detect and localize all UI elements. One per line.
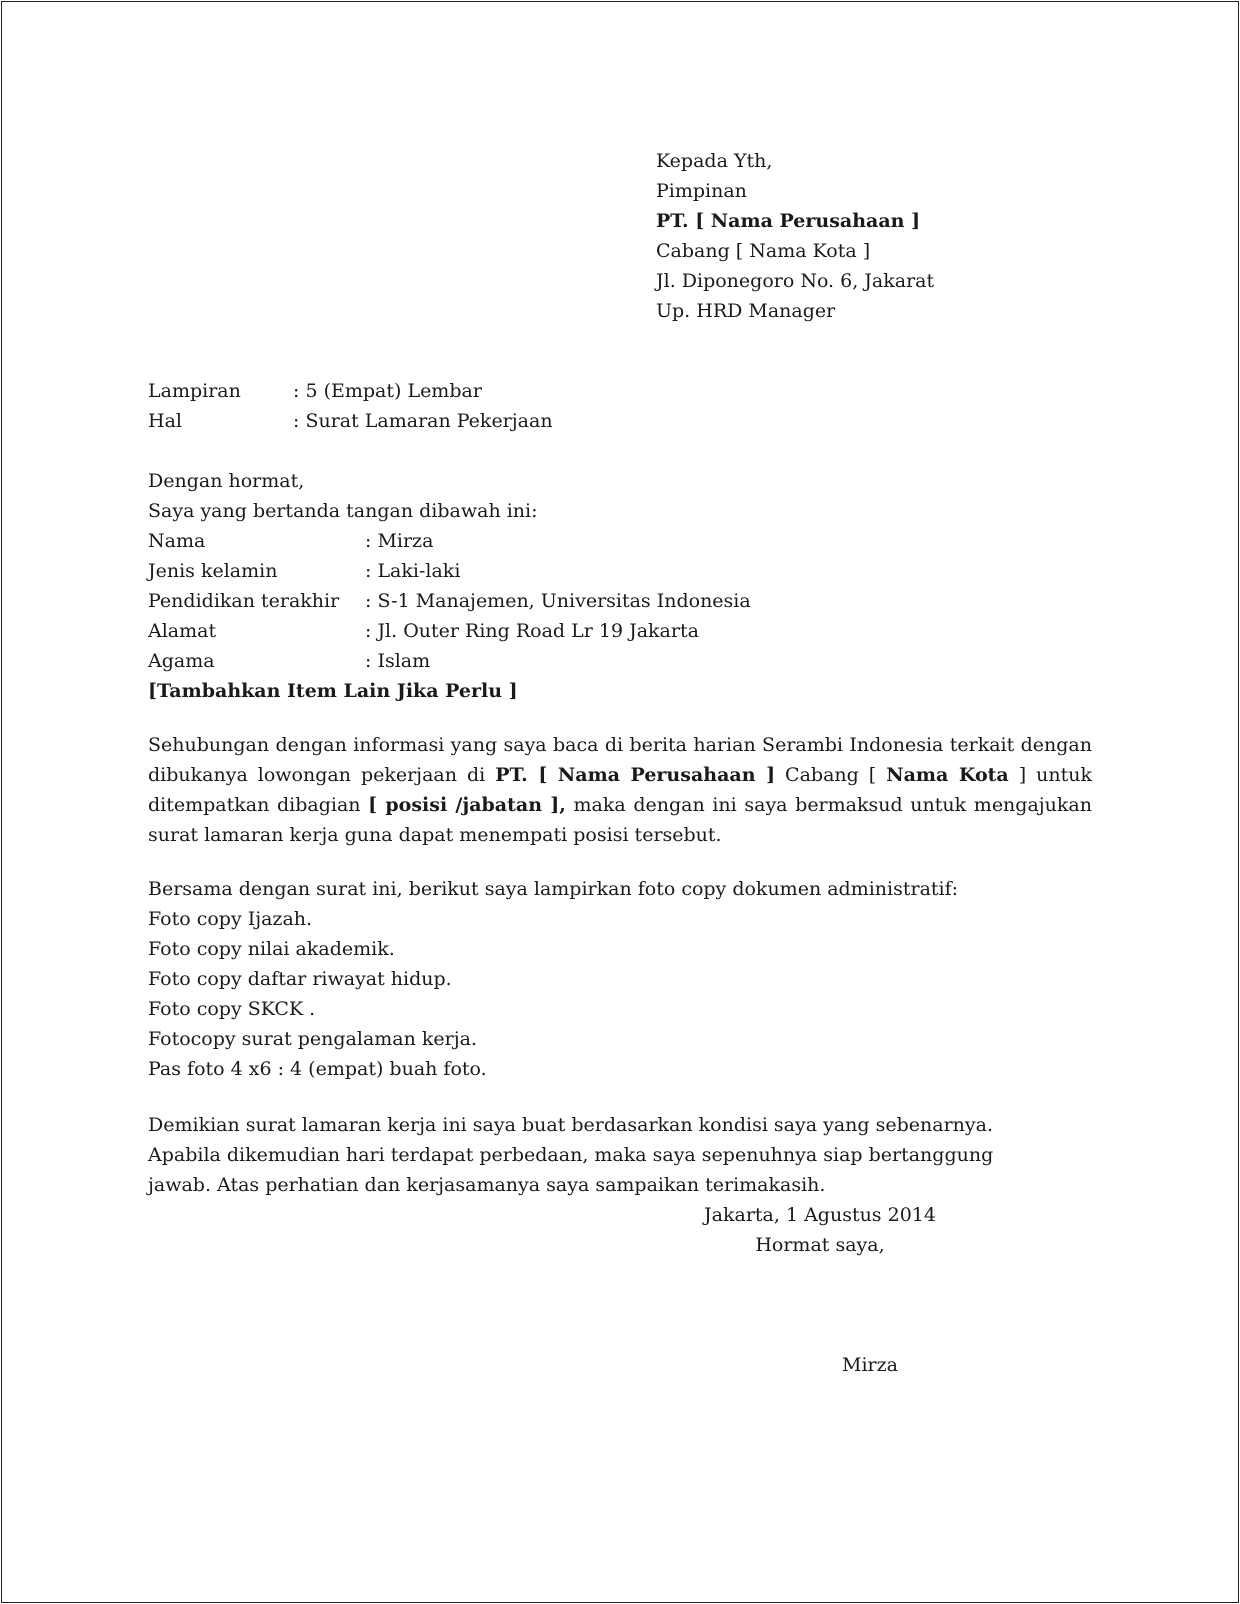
paragraph-text: maka dengan ini saya bermaksud untuk mengajukan surat lamaran kerja guna dapat menempati posisi tersebut. xyxy=(148,794,1092,846)
recipient-line: Up. HRD Manager xyxy=(656,300,836,322)
identity-list xyxy=(148,526,1092,676)
hal-row xyxy=(148,406,848,436)
attachments-block xyxy=(148,874,1092,1084)
identity-label: Agama xyxy=(148,650,215,672)
hal-label: Hal xyxy=(148,410,182,432)
identity-value: : Laki-laki xyxy=(365,560,461,582)
identity-label: Pendidikan terakhir xyxy=(148,590,340,612)
paragraph-text: ] untuk ditempatkan dibagian xyxy=(148,764,1092,816)
identity-value: : Mirza xyxy=(365,530,434,552)
identity-label: Nama xyxy=(148,530,206,552)
attachment-item: Foto copy nilai akademik. xyxy=(148,938,395,960)
recipient-address xyxy=(656,146,1076,326)
company-placeholder: PT. [ Nama Perusahaan ] xyxy=(495,764,776,786)
identity-row xyxy=(148,526,1092,556)
attachment-item: Pas foto 4 x6 : 4 (empat) buah foto. xyxy=(148,1058,487,1080)
add-item-note: [Tambahkan Item Lain Jika Perlu ] xyxy=(148,680,518,702)
identity-row xyxy=(148,616,1092,646)
hal-value: : Surat Lamaran Pekerjaan xyxy=(293,410,553,432)
identity-row xyxy=(148,556,1092,586)
lampiran-value: : 5 (Empat) Lembar xyxy=(293,380,482,402)
letter-meta xyxy=(148,376,848,436)
identity-label: Jenis kelamin xyxy=(148,560,278,582)
lampiran-label: Lampiran xyxy=(148,380,241,402)
attachment-item: Fotocopy surat pengalaman kerja. xyxy=(148,1028,478,1050)
attachments-intro: Bersama dengan surat ini, berikut saya lampirkan foto copy dokumen administratif: xyxy=(148,878,959,900)
intro-line: Saya yang bertanda tangan dibawah ini: xyxy=(148,500,538,522)
identity-value: : Jl. Outer Ring Road Lr 19 Jakarta xyxy=(365,620,699,642)
recipient-line: Cabang [ Nama Kota ] xyxy=(656,240,871,262)
signature-regards: Hormat saya, xyxy=(755,1234,885,1256)
identity-value: : S-1 Manajemen, Universitas Indonesia xyxy=(365,590,751,612)
attachment-item: Foto copy daftar riwayat hidup. xyxy=(148,968,452,990)
recipient-company: PT. [ Nama Perusahaan ] xyxy=(656,210,921,232)
attachment-item: Foto copy SKCK . xyxy=(148,998,316,1020)
greeting-block xyxy=(148,466,1092,706)
signature-name: Mirza xyxy=(842,1354,898,1376)
attachment-item: Foto copy Ijazah. xyxy=(148,908,313,930)
signature-place-date: Jakarta, 1 Agustus 2014 xyxy=(704,1204,936,1226)
closing-paragraph: Demikian surat lamaran kerja ini saya buat berdasarkan kondisi saya yang sebenarnya. Apabila dikemudian hari terdapat perbedaan, maka saya sepenuhnya siap bertanggung jawab. Atas perhatian dan kerjasamanya saya sampaikan terimakasih. xyxy=(148,1114,994,1196)
identity-row xyxy=(148,586,1092,616)
paragraph-text: Cabang [ xyxy=(775,764,887,786)
identity-label: Alamat xyxy=(148,620,217,642)
position-placeholder: [ posisi /jabatan ], xyxy=(368,794,566,816)
recipient-line: Pimpinan xyxy=(656,180,747,202)
identity-row xyxy=(148,646,1092,676)
recipient-line: Jl. Diponegoro No. 6, Jakarat xyxy=(656,270,935,292)
salutation: Dengan hormat, xyxy=(148,470,305,492)
recipient-line: Kepada Yth, xyxy=(656,150,773,172)
city-placeholder: Nama Kota xyxy=(886,764,1009,786)
lampiran-row xyxy=(148,376,848,406)
paragraph-text: Sehubungan dengan informasi yang saya baca di berita harian Serambi Indonesia terkait dengan dibukanya lowongan pekerjaan di xyxy=(148,734,1092,786)
identity-value: : Islam xyxy=(365,650,431,672)
application-paragraph xyxy=(148,730,1092,850)
